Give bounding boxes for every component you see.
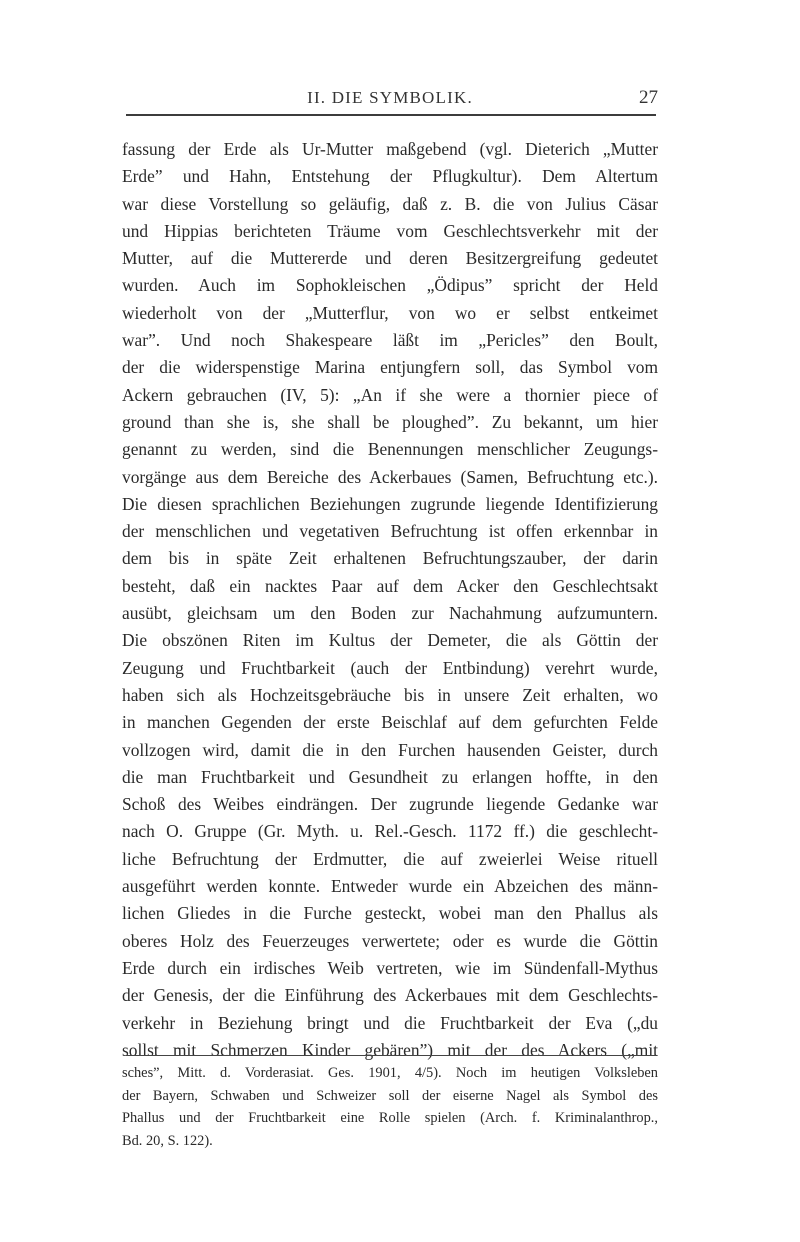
text-line: ausgeführt werden konnte. Entweder wurde ein Abzeichen des männ-	[122, 876, 658, 897]
running-title: II. DIE SYMBOLIK.	[307, 88, 473, 107]
footnote	[122, 1062, 658, 1152]
text-line: Die diesen sprachlichen Beziehungen zugrunde liegende Identifizierung	[122, 493, 658, 514]
text-line: Ackern gebrauchen (IV, 5): „An if she were a thornier piece of	[122, 384, 658, 405]
footnote-line: sches”, Mitt. d. Vorderasiat. Ges. 1901, 4/5). Noch im heutigen Volksleben	[122, 1065, 658, 1081]
text-line: besteht, daß ein nacktes Paar auf dem Acker den Geschlechtsakt	[122, 575, 658, 596]
text-line: Zeugung und Fruchtbarkeit (auch der Entbindung) verehrt wurde,	[122, 657, 658, 678]
text-line: oberes Holz des Feuerzeuges verwertete; oder es wurde die Göttin	[122, 930, 658, 951]
page-number: 27	[639, 87, 658, 108]
text-line: Erde durch ein irdisches Weib vertreten, wie im Sündenfall-Mythus	[122, 957, 658, 978]
text-line: ausübt, gleichsam um den Boden zur Nachahmung aufzumuntern.	[122, 603, 658, 624]
text-line: vollzogen wird, damit die in den Furchen hausenden Geister, durch	[122, 739, 658, 760]
text-line: Die obszönen Riten im Kultus der Demeter, die als Göttin der	[122, 630, 658, 651]
text-line: war diese Vorstellung so geläufig, daß z. B. die von Julius Cäsar	[122, 193, 658, 214]
text-line: in manchen Gegenden der erste Beischlaf auf dem gefurchten Felde	[122, 712, 658, 733]
footnote-rule	[126, 1055, 656, 1056]
text-line: liche Befruchtung der Erdmutter, die auf zweierlei Weise rituell	[122, 848, 658, 869]
text-line: Mutter, auf die Muttererde und deren Besitzergreifung gedeutet	[122, 248, 658, 269]
text-line: der Genesis, der die Einführung des Ackerbaues mit dem Geschlechts-	[122, 985, 658, 1006]
text-line: der die widerspenstige Marina entjungfern soll, das Symbol vom	[122, 357, 658, 378]
text-line: Schoß des Weibes eindrängen. Der zugrunde liegende Gedanke war	[122, 794, 658, 815]
footnote-line: Phallus und der Fruchtbarkeit eine Rolle spielen (Arch. f. Kriminalanthrop.,	[122, 1110, 658, 1126]
text-line: genannt zu werden, sind die Benennungen menschlicher Zeugungs-	[122, 439, 658, 460]
text-line: fassung der Erde als Ur-Mutter maßgebend (vgl. Dieterich „Mutter	[122, 139, 658, 159]
text-line: war”. Und noch Shakespeare läßt im „Pericles” den Boult,	[122, 330, 658, 351]
text-line: nach O. Gruppe (Gr. Myth. u. Rel.-Gesch. 1172 ff.) die geschlecht-	[122, 821, 658, 842]
text-line: und Hippias berichteten Träume vom Geschlechtsverkehr mit der	[122, 220, 658, 241]
text-line: lichen Gliedes in die Furche gesteckt, wobei man den Phallus als	[122, 903, 658, 924]
text-line: verkehr in Beziehung bringt und die Fruchtbarkeit der Eva („du	[122, 1012, 658, 1033]
text-line: sollst mit Schmerzen Kinder gebären”) mit der des Ackers („mit	[122, 1039, 658, 1060]
text-line: dem bis in späte Zeit erhaltenen Befruchtungszauber, der darin	[122, 548, 658, 569]
header-rule	[126, 114, 656, 116]
footnote-line: der Bayern, Schwaben und Schweizer soll der eiserne Nagel als Symbol des	[122, 1087, 658, 1104]
footnote-line: Bd. 20, S. 122).	[122, 1132, 213, 1149]
running-head	[122, 88, 658, 112]
text-line: Erde” und Hahn, Entstehung der Pflugkultur). Dem Altertum	[122, 166, 658, 187]
text-line: ground than she is, she shall be ploughed”. Zu bekannt, um hier	[122, 411, 658, 432]
text-line: haben sich als Hochzeitsgebräuche bis in unsere Zeit erhalten, wo	[122, 684, 658, 705]
text-line: vorgänge aus dem Bereiche des Ackerbaues (Samen, Befruchtung etc.).	[122, 466, 658, 487]
main-text	[122, 136, 658, 1064]
text-line: der menschlichen und vegetativen Befruchtung ist offen erkennbar in	[122, 521, 658, 542]
text-line: wiederholt von der „Mutterflur, von wo er selbst entkeimet	[122, 302, 658, 323]
text-line: die man Fruchtbarkeit und Gesundheit zu erlangen hoffte, in den	[122, 766, 658, 787]
text-line: wurden. Auch im Sophokleischen „Ödipus” spricht der Held	[122, 275, 658, 296]
